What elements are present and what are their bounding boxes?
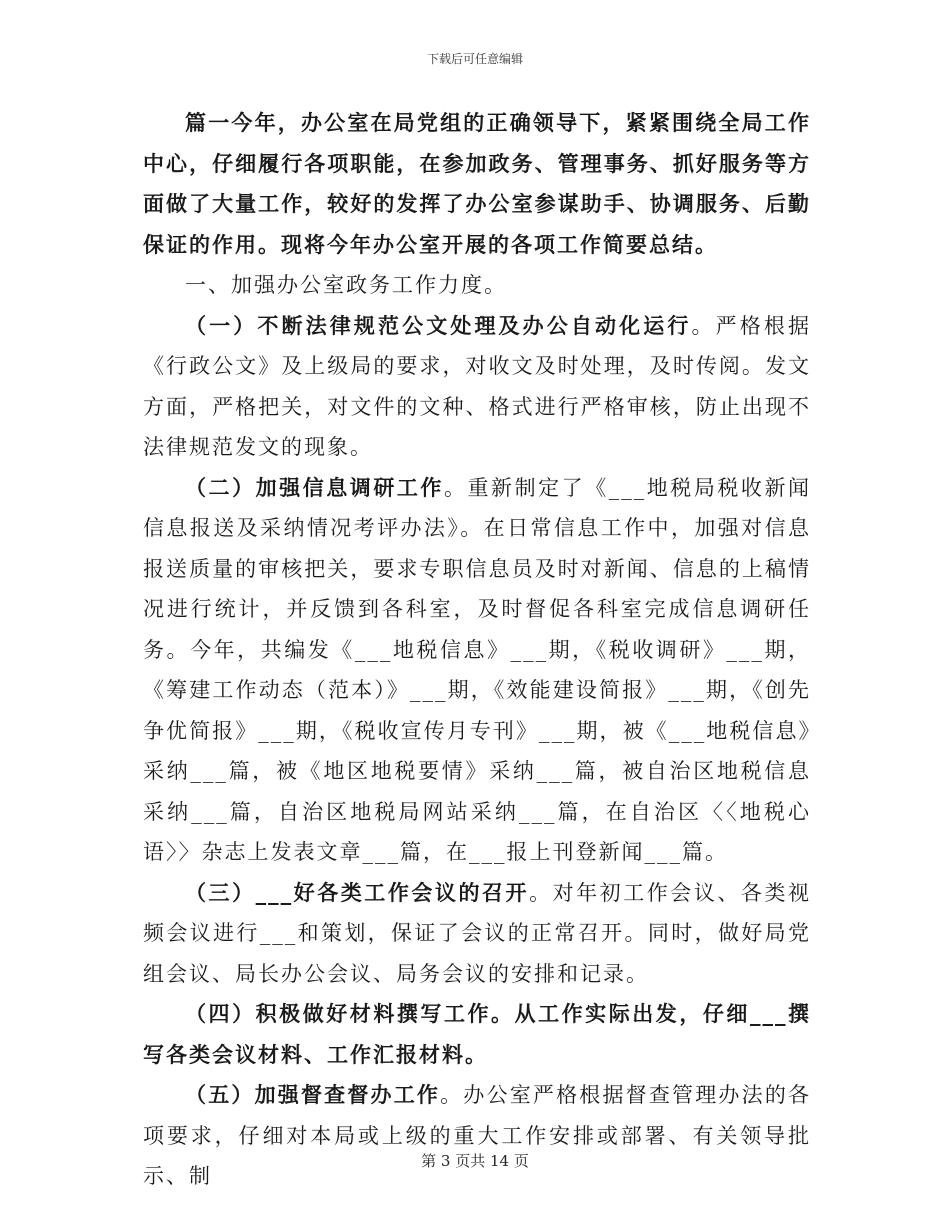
- paragraph-item-2: [143, 468, 811, 873]
- item-5-title: （五）加强督查督办工作: [185, 1082, 441, 1107]
- item-2-title: （二）加强信息调研工作: [185, 474, 444, 500]
- document-body: [143, 103, 811, 1197]
- page-header: 下载后可任意编辑: [426, 52, 523, 66]
- paragraph-item-1: [143, 306, 811, 468]
- paragraph-item-5: [143, 1075, 811, 1197]
- item-1-body: 。严格根据《行政公文》及上级局的要求，对收文及时处理，及时传阅。发文方面，严格把关，对文件的文种、格式进行严格审核，防止出现不法律规范发文的现象。: [143, 313, 812, 459]
- paragraph-item-4: （四）积极做好材料撰写工作。从工作实际出发，仔细___撰写各类会议材料、工作汇报材料。: [143, 1001, 811, 1067]
- item-1-title: （一）不断法律规范公文处理及办公自动化运行: [185, 312, 692, 338]
- section-heading-1: 一、加强办公室政务工作力度。: [185, 273, 507, 297]
- item-2-body: 。重新制定了《___地税局税收新闻信息报送及采纳情况考评办法》。在日常信息工作中，加强对信息报送质量的审核把关，要求专职信息员及时对新闻、信息的上稿情况进行统计，并反馈到各科室，及时督促各科室完成信息调研任务。今年，共编发《___地税信息》___期，《税收调研》___期，《筹建工作动态（范本）》___期，《效能建设简报》___期，《创先争优简报》___期，《税收宣传月专刊》___期，被《___地税信息》采纳___篇，被《地区地税要情》采纳___篇，被自治区地税信息采纳___篇，自治区地税局网站采纳___篇，在自治区〈〈地税心语〉〉杂志上发表文章___篇，在___报上刊登新闻___篇。: [143, 475, 812, 864]
- item-3-body: 。对年初工作会议、各类视频会议进行___和策划，保证了会议的正常召开。同时，做好局党组会议、局长办公会议、局务会议的安排和记录。: [143, 880, 812, 986]
- paragraph-item-3: [143, 873, 811, 995]
- item-5-body: 。办公室严格根据督查管理办法的各项要求，仔细对本局或上级的重大工作安排或部署、有关领导批示、制: [143, 1083, 812, 1188]
- intro-paragraph: 篇一今年，办公室在局党组的正确领导下，紧紧围绕全局工作中心，仔细履行各项职能，在参加政务、管理事务、抓好服务等方面做了大量工作，较好的发挥了办公室参谋助手、协调服务、后勤保证的作用。现将今年办公室开展的各项工作简要总结。: [143, 110, 811, 257]
- item-3-title: （三）___好各类工作会议的召开: [185, 879, 530, 905]
- page-footer: 第 3 页共 14 页: [421, 1152, 529, 1170]
